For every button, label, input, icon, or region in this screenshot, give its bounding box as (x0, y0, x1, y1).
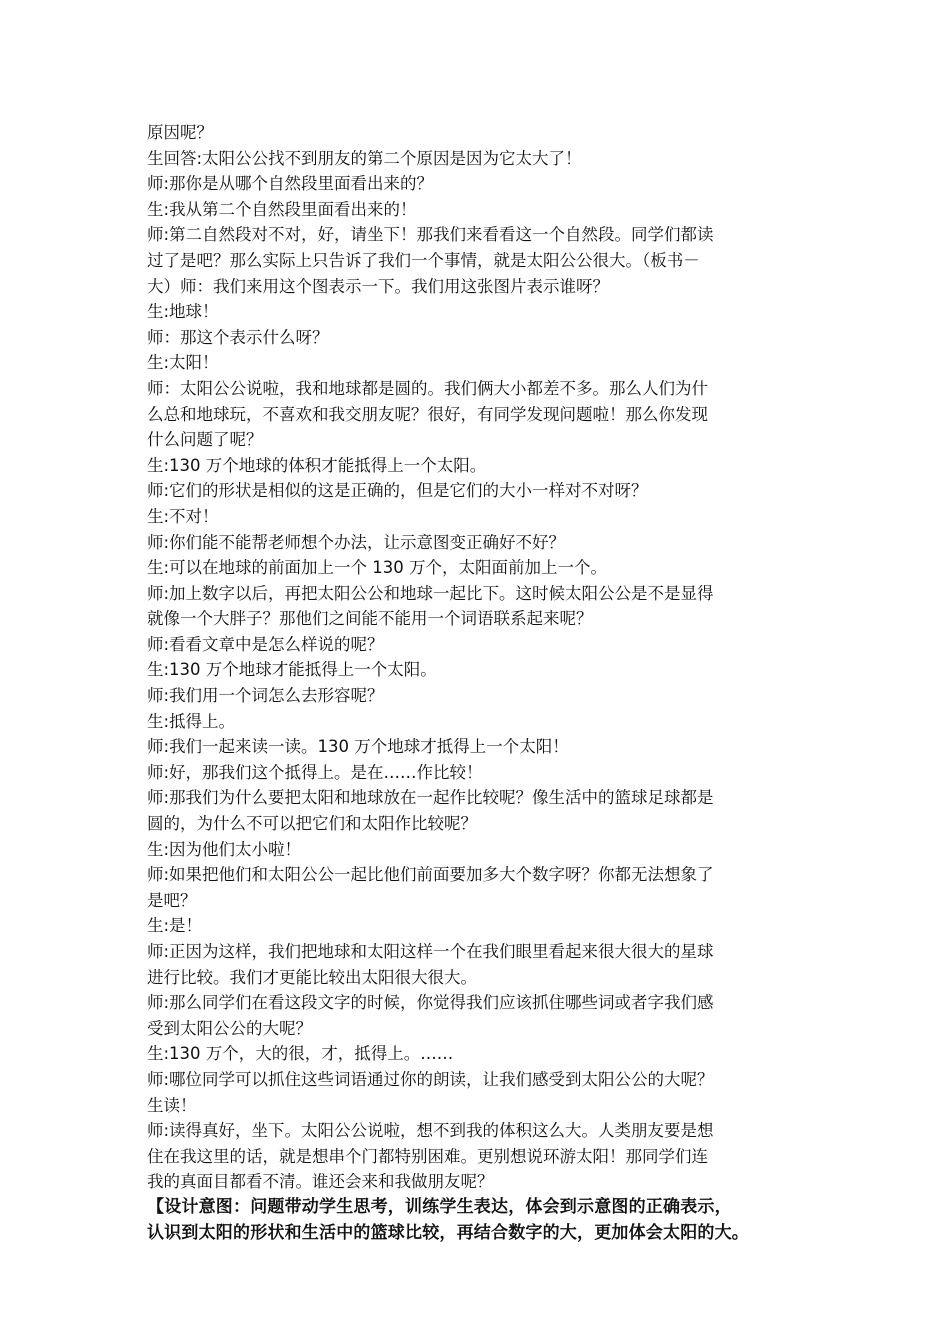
text-line: 师:第二自然段对不对，好，请坐下！那我们来看看这一个自然段。同学们都读 (147, 225, 714, 245)
text-line: 师:我们用一个词怎么去形容呢？ (147, 686, 384, 706)
text-line: 生:130 万个地球的体积才能抵得上一个太阳。 (147, 455, 487, 475)
text-line: 师:正因为这样，我们把地球和太阳这样一个在我们眼里看起来很大很大的星球 (147, 942, 714, 961)
text-line: 进行比较。我们才更能比较出太阳很大很大。 (147, 967, 477, 987)
text-line: 生:是！ (147, 916, 203, 936)
text-line: 大）师：我们来用这个图表示一下。我们用这张图片表示谁呀？ (147, 276, 609, 296)
text-line: 师:它们的形状是相似的这是正确的，但是它们的大小一样对不对呀？ (147, 481, 648, 501)
text-line: 生:地球！ (147, 302, 219, 322)
text-line: 师:那我们为什么要把太阳和地球放在一起作比较呢？像生活中的篮球足球都是 (147, 788, 714, 808)
design-intent-line: 【设计意图：问题带动学生思考，训练学生表达，体会到示意图的正确表示， (147, 1196, 732, 1217)
text-line: 师：太阳公公说啦，我和地球都是圆的。我们俩大小都差不多。那么人们为什 (147, 378, 708, 398)
text-line: 生:因为他们太小啦！ (147, 839, 302, 859)
text-line: 生:130 万个，大的很，才，抵得上。…… (147, 1044, 454, 1064)
text-line: 原因呢？ (147, 123, 213, 142)
text-line: 受到太阳公公的大呢？ (147, 1018, 312, 1038)
text-line: 生:我从第二个自然段里面看出来的！ (147, 199, 417, 219)
text-line: 师:那么同学们在看这段文字的时候，你觉得我们应该抓住哪些词或者字我们感 (147, 993, 714, 1013)
text-line: 生:抵得上。 (147, 711, 236, 731)
text-line: 师:看看文章中是怎么样说的呢？ (147, 634, 384, 654)
text-line: 住在我这里的话，就是想串个门都特别困难。更别想说环游太阳！那同学们连 (147, 1146, 708, 1166)
text-line: 师:你们能不能帮老师想个办法，让示意图变正确好不好？ (147, 532, 566, 552)
text-line: 生:不对！ (147, 506, 219, 526)
text-line: 生读！ (147, 1095, 197, 1115)
text-line: 师：那这个表示什么呀？ (147, 327, 329, 347)
text-line: 是吧？ (147, 890, 197, 910)
text-line: 师:如果把他们和太阳公公一起比他们前面要加多大个数字呀？你都无法想象了 (147, 865, 714, 885)
text-line: 师:读得真好，坐下。太阳公公说啦，想不到我的体积这么大。人类朋友要是想 (147, 1121, 714, 1141)
text-line: 么总和地球玩，不喜欢和我交朋友呢？很好，有同学发现问题啦！那么你发现 (147, 404, 708, 424)
text-line: 我的真面目都看不清。谁还会来和我做朋友呢？ (147, 1172, 494, 1192)
text-line: 生:130 万个地球才能抵得上一个太阳。 (147, 660, 437, 680)
text-line: 师:好，那我们这个抵得上。是在……作比较！ (147, 762, 483, 782)
document-page (147, 120, 815, 1246)
text-line: 师:哪位同学可以抓住这些词语通过你的朗读，让我们感受到太阳公公的大呢？ (147, 1069, 714, 1089)
text-line: 就像一个大胖子？那他们之间能不能用一个词语联系起来呢？ (147, 609, 593, 629)
design-intent-line: 认识到太阳的形状和生活中的篮球比较，再结合数字的大，更加体会太阳的大。 (147, 1222, 749, 1243)
text-line: 生回答:太阳公公找不到朋友的第二个原因是因为它太大了！ (147, 148, 582, 168)
text-line: 什么问题了呢？ (147, 430, 263, 450)
text-line: 圆的，为什么不可以把它们和太阳作比较呢？ (147, 814, 477, 834)
text-line: 过了是吧？那么实际上只告诉了我们一个事情，就是太阳公公很大。（板书－ (147, 250, 700, 270)
text-line: 师:那你是从哪个自然段里面看出来的？ (147, 174, 434, 194)
text-line: 生:太阳！ (147, 353, 219, 373)
text-line: 师:加上数字以后，再把太阳公公和地球一起比下。这时候太阳公公是不是显得 (147, 583, 714, 603)
text-line: 师:我们一起来读一读。130 万个地球才抵得上一个太阳！ (147, 737, 569, 757)
text-line: 生:可以在地球的前面加上一个 130 万个，太阳面前加上一个。 (147, 558, 608, 578)
